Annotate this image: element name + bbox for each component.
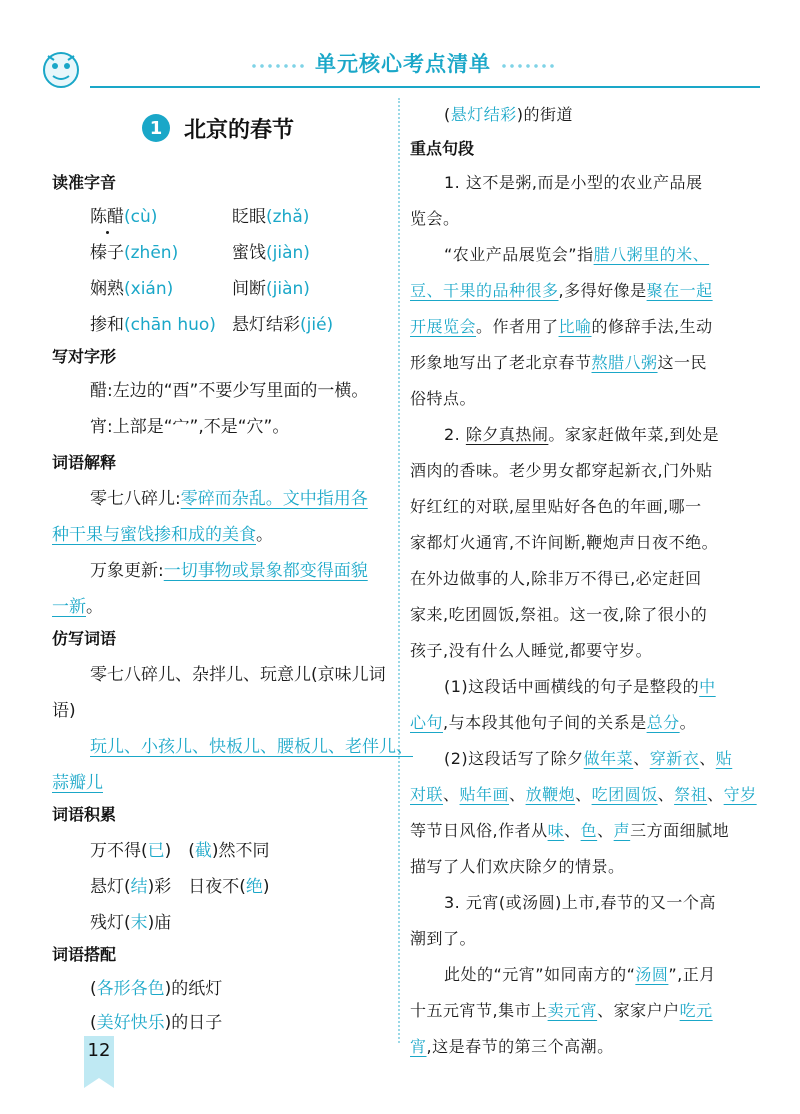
chapter-title: 北京的春节 xyxy=(184,117,295,143)
key-question: 等节日风俗,作者从味、色、声三方面细腻地 xyxy=(410,821,730,840)
key-question: 描写了人们欢庆除夕的情景。 xyxy=(410,857,625,876)
key-text: 宵,这是春节的第三个高潮。 xyxy=(410,1037,614,1056)
read-item: 蜜饯(jiàn) xyxy=(232,243,310,263)
key-text: 孩子,没有什么人睡觉,都要守岁。 xyxy=(410,641,653,660)
key-text: 潮到了。 xyxy=(410,929,477,948)
section-collocate: 词语搭配 xyxy=(52,945,117,964)
imitate-question: 零七八碎儿、杂拌儿、玩意儿(京味儿词 xyxy=(90,665,386,685)
collocate-row: (各形各色)的纸灯 xyxy=(90,979,223,999)
key-text: 此处的“元宵”如同南方的“汤圆”,正月 xyxy=(444,965,716,984)
collocate-row: (悬灯结彩)的街道 xyxy=(444,105,574,124)
read-item: 眨眼(zhǎ) xyxy=(232,207,310,227)
key-question: 心句,与本段其他句子间的关系是总分。 xyxy=(410,713,697,732)
read-item: 掺和(chān huo) xyxy=(90,315,216,335)
explain-line: 万象更新:一切事物或景象都变得面貌 xyxy=(90,561,368,581)
section-key: 重点句段 xyxy=(410,139,475,158)
explain-line: 零七八碎儿:零碎而杂乱。文中指用各 xyxy=(90,489,368,509)
collocate-row: (美好快乐)的日子 xyxy=(90,1013,223,1033)
chapter-number: 1 xyxy=(142,114,170,142)
column-divider xyxy=(398,98,400,1043)
read-item: 娴熟(xián) xyxy=(90,279,174,299)
write-item: 醋:左边的“酉”不要少写里面的一横。 xyxy=(90,381,369,401)
key-text: 家都灯火通宵,不许间断,鞭炮声日夜不绝。 xyxy=(410,533,719,552)
key-text: 豆、干果的品种很多,多得好像是聚在一起 xyxy=(410,281,713,300)
key-text: 十五元宵节,集市上卖元宵、家家户户吃元 xyxy=(410,1001,713,1020)
section-write: 写对字形 xyxy=(52,347,117,366)
key-question: 对联、贴年画、放鞭炮、吃团圆饭、祭祖、守岁 xyxy=(410,785,757,804)
key-text: 形象地写出了老北京春节熬腊八粥这一民 xyxy=(410,353,708,372)
key-question: (1)这段话中画横线的句子是整段的中 xyxy=(444,677,716,696)
key-text: 俗特点。 xyxy=(410,389,477,408)
page-title: 单元核心考点清单 xyxy=(315,52,491,76)
header-dots-left xyxy=(250,62,306,72)
section-read: 读准字音 xyxy=(52,173,117,192)
chapter-heading xyxy=(142,112,294,144)
explain-line: 一新。 xyxy=(52,597,103,617)
mascot-logo-icon xyxy=(38,46,84,92)
accumulate-row: 万不得(已) (截)然不同 xyxy=(90,841,270,861)
key-text: 2. 除夕真热闹。家家赶做年菜,到处是 xyxy=(444,425,719,444)
accumulate-row: 悬灯(结)彩 日夜不(绝) xyxy=(90,877,270,897)
key-text: 1. 这不是粥,而是小型的农业产品展 xyxy=(444,173,703,192)
imitate-answer: 玩儿、小孩儿、快板儿、腰板儿、老伴儿、 xyxy=(90,737,413,757)
write-item: 宵:上部是“宀”,不是“穴”。 xyxy=(90,417,290,437)
key-text: 览会。 xyxy=(410,209,460,228)
key-text: “农业产品展览会”指腊八粥里的米、 xyxy=(444,245,710,264)
header-rule xyxy=(90,86,760,88)
key-text: 好红红的对联,屋里贴好各色的年画,哪一 xyxy=(410,497,702,516)
page-header xyxy=(0,0,800,110)
key-text: 开展览会。作者用了比喻的修辞手法,生动 xyxy=(410,317,713,336)
read-item: 榛子(zhēn) xyxy=(90,243,179,263)
page-number: 12 xyxy=(87,1040,111,1061)
section-accumulate: 词语积累 xyxy=(52,805,117,824)
header-dots-right xyxy=(500,62,556,72)
section-imitate: 仿写词语 xyxy=(52,629,117,648)
key-text: 3. 元宵(或汤圆)上市,春节的又一个高 xyxy=(444,893,716,912)
imitate-answer: 蒜瓣儿 xyxy=(52,773,103,793)
key-text: 酒肉的香味。老少男女都穿起新衣,门外贴 xyxy=(410,461,713,480)
accumulate-row: 残灯(末)庙 xyxy=(90,913,172,933)
imitate-question: 语) xyxy=(52,701,76,721)
key-text: 家来,吃团圆饭,祭祖。这一夜,除了很小的 xyxy=(410,605,708,624)
read-item: 悬灯结彩(jié) xyxy=(232,315,334,335)
read-item: 间断(jiàn) xyxy=(232,279,310,299)
read-item: 陈醋(cù) xyxy=(90,202,157,227)
section-explain: 词语解释 xyxy=(52,453,117,472)
key-text: 在外边做事的人,除非万不得已,必定赶回 xyxy=(410,569,702,588)
key-question: (2)这段话写了除夕做年菜、穿新衣、贴 xyxy=(444,749,733,768)
explain-line: 种干果与蜜饯掺和成的美食。 xyxy=(52,525,273,545)
